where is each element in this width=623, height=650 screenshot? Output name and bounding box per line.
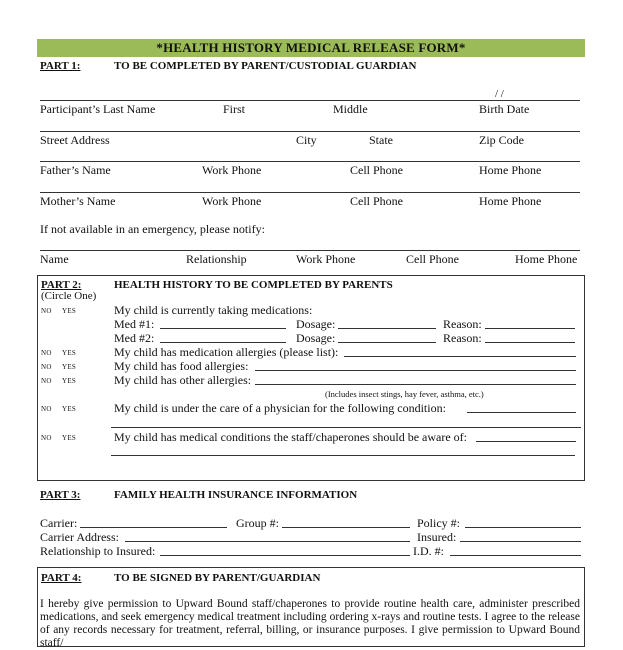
label-zip: Zip Code <box>479 133 524 147</box>
part1-heading: TO BE COMPLETED BY PARENT/CUSTODIAL GUARDIAN <box>114 60 417 72</box>
label-emergency-home-phone: Home Phone <box>515 252 578 266</box>
q-conditions: My child has medical conditions the staff/chaperones should be aware of: <box>114 430 468 444</box>
label-emergency-cell-phone: Cell Phone <box>406 252 459 266</box>
label-last-name: Participant’s Last Name <box>40 102 156 116</box>
physician-no[interactable]: NO <box>41 405 52 413</box>
label-emergency-work-phone: Work Phone <box>296 252 356 266</box>
med2-dosage-label: Dosage: <box>296 331 336 345</box>
label-mothers-name: Mother’s Name <box>40 194 116 208</box>
policy-label: Policy #: <box>417 516 461 530</box>
med2-field[interactable] <box>160 342 286 343</box>
part4-consent-paragraph: I hereby give permission to Upward Bound staff/chaperones to provide routine health care, administer prescribed medications, and seek emergency medical treatment including ordering x-rays and routine tests. I agree to the release of any records necessary for treatment, referral, billing, or insurance purposes. I give permission to Upward Bound staff/ <box>40 598 580 649</box>
meds-no[interactable]: NO <box>41 307 52 315</box>
q-physician: My child is under the care of a physician for the following condition: <box>114 401 446 415</box>
includes-note: (Includes insect stings, hay fever, asthma, etc.) <box>325 389 484 399</box>
food-allergies-field[interactable] <box>255 370 576 371</box>
part3-heading: FAMILY HEALTH INSURANCE INFORMATION <box>114 489 358 501</box>
food-allergies-no[interactable]: NO <box>41 363 52 371</box>
physician-yes[interactable]: YES <box>62 405 77 413</box>
med2-dosage-field[interactable] <box>338 342 436 343</box>
row1-line[interactable] <box>40 100 580 101</box>
q-food-allergies: My child has food allergies: <box>114 359 249 373</box>
row4-line[interactable] <box>40 192 580 193</box>
q-med-allergies: My child has medication allergies (please list): <box>114 345 339 359</box>
med1-dosage-label: Dosage: <box>296 317 336 331</box>
label-street-address: Street Address <box>40 133 110 147</box>
label-middle: Middle <box>333 102 368 116</box>
carrier-address-field[interactable] <box>125 541 410 542</box>
row5-line[interactable] <box>40 250 580 251</box>
meds-yes[interactable]: YES <box>62 307 77 315</box>
carrier-field[interactable] <box>80 527 227 528</box>
q-medications: My child is currently taking medications: <box>114 303 313 317</box>
label-fathers-name: Father’s Name <box>40 163 111 177</box>
insured-field[interactable] <box>460 541 581 542</box>
id-field[interactable] <box>450 555 581 556</box>
relationship-label: Relationship to Insured: <box>40 544 156 558</box>
q-other-allergies: My child has other allergies: <box>114 373 252 387</box>
label-city: City <box>296 133 317 147</box>
conditions-no[interactable]: NO <box>41 434 52 442</box>
form-title: *HEALTH HISTORY MEDICAL RELEASE FORM* <box>37 39 585 57</box>
med2-reason-label: Reason: <box>443 331 482 345</box>
med-allergies-no[interactable]: NO <box>41 349 52 357</box>
part2-label: PART 2: <box>41 279 82 291</box>
label-father-work-phone: Work Phone <box>202 163 262 177</box>
circle-one-note: (Circle One) <box>41 290 97 302</box>
row3-line[interactable] <box>40 161 580 162</box>
carrier-label: Carrier: <box>40 516 78 530</box>
birth-date-slashes: / / <box>495 88 504 100</box>
physician-field-2[interactable] <box>111 427 581 428</box>
label-father-cell-phone: Cell Phone <box>350 163 403 177</box>
row2-line[interactable] <box>40 131 580 132</box>
label-mother-cell-phone: Cell Phone <box>350 194 403 208</box>
part2-heading: HEALTH HISTORY TO BE COMPLETED BY PARENTS <box>114 279 393 291</box>
conditions-field-2[interactable] <box>111 455 575 456</box>
label-mother-home-phone: Home Phone <box>479 194 542 208</box>
policy-field[interactable] <box>465 527 581 528</box>
med-allergies-yes[interactable]: YES <box>62 349 77 357</box>
other-allergies-no[interactable]: NO <box>41 377 52 385</box>
label-birth-date: Birth Date <box>479 102 530 116</box>
group-label: Group #: <box>236 516 279 530</box>
conditions-yes[interactable]: YES <box>62 434 77 442</box>
label-mother-work-phone: Work Phone <box>202 194 262 208</box>
food-allergies-yes[interactable]: YES <box>62 363 77 371</box>
carrier-address-label: Carrier Address: <box>40 530 119 544</box>
label-emergency-name: Name <box>40 252 69 266</box>
med2-reason-field[interactable] <box>485 342 575 343</box>
relationship-field[interactable] <box>160 555 410 556</box>
group-field[interactable] <box>282 527 410 528</box>
conditions-field[interactable] <box>476 441 576 442</box>
insured-label: Insured: <box>417 530 457 544</box>
physician-field[interactable] <box>467 412 576 413</box>
label-emergency-relationship: Relationship <box>186 252 247 266</box>
label-father-home-phone: Home Phone <box>479 163 542 177</box>
med1-reason-field[interactable] <box>485 328 575 329</box>
other-allergies-field[interactable] <box>255 384 576 385</box>
part4-label: PART 4: <box>41 572 82 584</box>
part3-label: PART 3: <box>40 489 81 501</box>
part4-heading: TO BE SIGNED BY PARENT/GUARDIAN <box>114 572 321 584</box>
med1-label: Med #1: <box>114 317 155 331</box>
part1-label: PART 1: <box>40 60 81 72</box>
label-state: State <box>369 133 393 147</box>
id-label: I.D. #: <box>413 544 444 558</box>
med1-reason-label: Reason: <box>443 317 482 331</box>
med-allergies-field[interactable] <box>344 356 576 357</box>
emergency-prompt: If not available in an emergency, please notify: <box>40 222 265 236</box>
label-first: First <box>223 102 246 116</box>
med2-label: Med #2: <box>114 331 155 345</box>
med1-dosage-field[interactable] <box>338 328 436 329</box>
med1-field[interactable] <box>160 328 286 329</box>
other-allergies-yes[interactable]: YES <box>62 377 77 385</box>
